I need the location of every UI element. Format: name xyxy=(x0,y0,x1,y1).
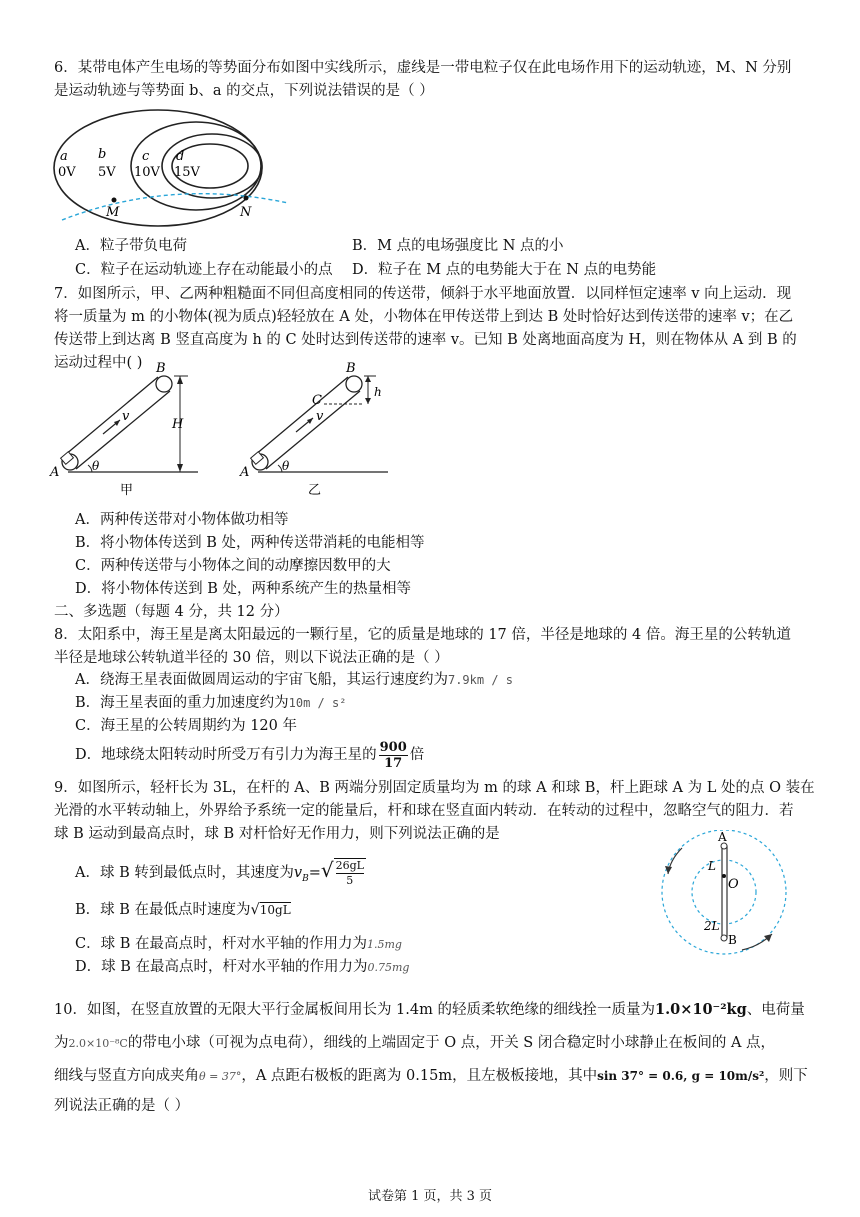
q10-constants-value: sin 37° = 0.6, g = 10m/s² xyxy=(597,1069,765,1083)
q8-option-b-value: 10m / s² xyxy=(288,696,347,710)
q8-fraction-denominator: 17 xyxy=(384,755,403,771)
q9-option-d-value: 0.75mg xyxy=(367,961,410,974)
q10-line2-b: 的带电小球（可视为点电荷），细线的上端固定于 O 点，开关 S 闭合稳定时小球静止在板间的 A 点， xyxy=(127,1035,776,1051)
label-B: B xyxy=(728,933,737,947)
q9-option-d-text: D．球 B 在最高点时，杆对水平轴的作用力为 xyxy=(75,959,368,975)
label-B: B xyxy=(156,362,166,376)
q8-option-b xyxy=(75,693,346,713)
q8-option-d-text: D．地球绕太阳转动时所受万有引力为海王星的 xyxy=(75,747,377,763)
label-b: b xyxy=(98,147,107,162)
q8-option-a xyxy=(75,670,513,690)
q8-fraction-numerator: 900 xyxy=(379,739,407,755)
q8-stem-line1: 8．太阳系中，海王星是离太阳最远的一颗行星，它的质量是地球的 17 倍，半径是地球的 4 倍。海王星的公转轨道 xyxy=(54,627,791,643)
q10-stem-line3 xyxy=(54,1066,808,1087)
q10-line1-b: 、电荷量 xyxy=(746,1002,805,1018)
q9-option-b-text: B．球 B 在最低点时速度为 xyxy=(75,902,251,918)
label-theta: θ xyxy=(282,459,290,473)
label-2L: 2L xyxy=(704,919,720,933)
q9-option-c xyxy=(75,934,402,955)
q9-option-b: B．球 B 在最低点时速度为√10gL xyxy=(75,902,291,918)
q9-option-a-sub: B xyxy=(302,873,309,884)
q7-option-b: B．将小物体传送到 B 处，两种传送带消耗的电能相等 xyxy=(75,535,425,551)
label-M: M xyxy=(106,205,120,220)
label-c: c xyxy=(142,149,150,164)
q9-stem-line3: 球 B 运动到最高点时，球 B 对杆恰好无作用力，则下列说法正确的是 xyxy=(54,826,500,842)
q6-option-b: B．M 点的电场强度比 N 点的小 xyxy=(352,238,564,254)
q7-option-c: C．两种传送带与小物体之间的动摩擦因数甲的大 xyxy=(75,558,391,574)
label-A: A xyxy=(240,465,250,480)
q10-line1-a: 10．如图，在竖直放置的无限大平行金属板间用长为 1.4m 的轻质柔软绝缘的细线拴一质量为 xyxy=(54,1002,655,1018)
q7-option-a: A．两种传送带对小物体做功相等 xyxy=(75,512,289,528)
q9-option-a-radicand xyxy=(334,858,366,888)
q8-option-a-text: A．绕海王星表面做圆周运动的宇宙飞船，其运行速度约为 xyxy=(75,672,448,688)
q10-angle-value: θ = 37° xyxy=(199,1070,242,1083)
q9-option-a-text: A．球 B 转到最低点时，其速度为 xyxy=(75,865,294,881)
caption-jia: 甲 xyxy=(120,483,134,498)
q9-radicand-den: 5 xyxy=(346,874,354,887)
q9-option-a-v: v xyxy=(293,865,303,881)
q10-line3-b: ，A 点距右极板的距离为 0.15m，且左极板接地，其中 xyxy=(241,1068,598,1084)
q8-option-d-tail: 倍 xyxy=(409,747,425,763)
q8-option-d-fraction xyxy=(379,740,408,771)
q10-charge-value: 2.0×10⁻⁸C xyxy=(68,1037,128,1050)
label-a: a xyxy=(60,149,68,164)
label-A: A xyxy=(50,465,60,480)
label-O: O xyxy=(728,877,739,892)
label-C: C xyxy=(312,393,322,408)
q6-stem-line1: 6．某带电体产生电场的等势面分布如图中实线所示，虚线是一带电粒子仅在此电场作用下的运动轨迹，M、N 分别 xyxy=(54,60,792,76)
label-H: H xyxy=(172,417,184,432)
q7-stem-line3: 传送带上到达离 B 竖直高度为 h 的 C 处时达到传送带的速率 v。已知 B 处离地面高度为 H，则在物体从 A 到 B 的 xyxy=(54,332,797,348)
label-d: d xyxy=(176,149,185,164)
q9-option-c-value: 1.5mg xyxy=(366,938,402,951)
q10-line3-c: ，则下 xyxy=(764,1068,808,1084)
page-footer: 试卷第 1 页，共 3 页 xyxy=(367,1189,493,1204)
q8-option-d xyxy=(75,738,424,772)
label-N: N xyxy=(240,205,252,220)
q8-option-a-value: 7.9km / s xyxy=(447,673,514,687)
q7-conveyor-figure-jia xyxy=(48,362,218,502)
q6-equipotential-figure xyxy=(50,108,298,230)
label-B: B xyxy=(346,362,356,376)
q9-option-c-text: C．球 B 在最高点时，杆对水平轴的作用力为 xyxy=(75,936,367,952)
label-v: v xyxy=(122,409,130,424)
section-multi-choice-title: 二、多选题（每题 4 分，共 12 分） xyxy=(54,604,289,620)
label-L: L xyxy=(708,859,716,873)
q9-radicand-num: 26gL xyxy=(335,859,364,872)
q9-option-b-radicand: 10gL xyxy=(259,903,291,917)
q7-stem-line4: 运动过程中( ) xyxy=(54,355,143,371)
label-v: v xyxy=(316,409,324,424)
label-theta: θ xyxy=(92,459,100,473)
q9-option-a: A．球 B 转到最低点时，其速度为$v_B=√$ $\frac{26gL}{5}$ xyxy=(75,858,364,887)
q6-option-a: A．粒子带负电荷 xyxy=(75,238,187,254)
label-d-voltage: 15V xyxy=(174,165,200,180)
q10-line2-a: 为 xyxy=(54,1035,69,1051)
label-h: h xyxy=(374,385,382,399)
q7-conveyor-figure-yi xyxy=(238,362,398,502)
caption-yi: 乙 xyxy=(308,483,322,498)
label-a-voltage: 0V xyxy=(58,165,76,180)
q9-stem-line2: 光滑的水平转动轴上，外界给予系统一定的能量后，杆和球在竖直面内转动．在转动的过程中，忽略空气的阻力．若 xyxy=(54,803,794,819)
q9-rotating-rod-figure xyxy=(660,830,800,970)
q7-option-d: D．将小物体传送到 B 处，两种系统产生的热量相等 xyxy=(75,581,411,597)
q10-stem-line2 xyxy=(54,1033,775,1054)
q6-stem-line2: 是运动轨迹与等势面 b、a 的交点，下列说法错误的是（ ） xyxy=(54,83,434,99)
q6-option-c: C．粒子在运动轨迹上存在动能最小的点 xyxy=(75,262,333,278)
label-c-voltage: 10V xyxy=(134,165,160,180)
label-b-voltage: 5V xyxy=(98,165,116,180)
q8-stem-line2: 半径是地球公转轨道半径的 30 倍，则以下说法正确的是（ ） xyxy=(54,650,449,666)
q10-stem-line4: 列说法正确的是（ ） xyxy=(54,1098,190,1114)
q7-stem-line2: 将一质量为 m 的小物体(视为质点)轻轻放在 A 处，小物体在甲传送带上到达 B 处时恰好达到传送带的速率 v；在乙 xyxy=(54,309,794,325)
q10-mass-value: 1.0×10⁻²kg xyxy=(654,1001,747,1018)
q8-option-b-text: B．海王星表面的重力加速度约为 xyxy=(75,695,289,711)
q10-line3-a: 细线与竖直方向成夹角 xyxy=(54,1068,199,1084)
q8-option-c: C．海王星的公转周期约为 120 年 xyxy=(75,718,297,734)
q10-stem-line1 xyxy=(54,1000,805,1020)
q9-option-d xyxy=(75,957,409,978)
q6-option-d: D．粒子在 M 点的电势能大于在 N 点的电势能 xyxy=(352,262,657,278)
q9-stem-line1: 9．如图所示，轻杆长为 3L，在杆的 A、B 两端分别固定质量均为 m 的球 A 和球 B，杆上距球 A 为 L 处的点 O 装在 xyxy=(54,780,815,796)
label-A: A xyxy=(718,830,727,844)
q7-stem-line1: 7．如图所示，甲、乙两种粗糙面不同但高度相同的传送带，倾斜于水平地面放置．以同样恒定速率 v 向上运动．现 xyxy=(54,286,792,302)
